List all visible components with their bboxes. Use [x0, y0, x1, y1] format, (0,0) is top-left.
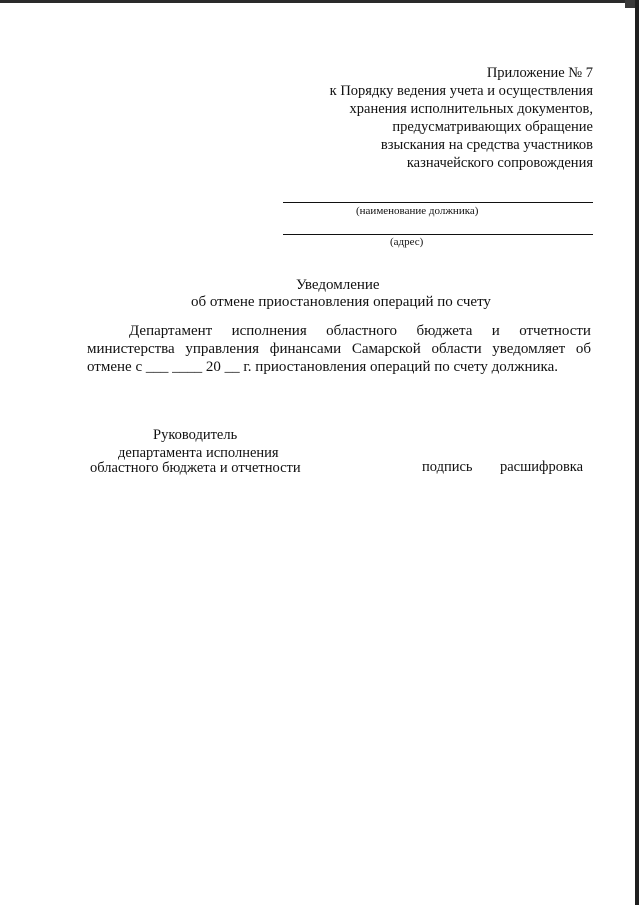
body-word: области [431, 341, 482, 357]
body-word: уведомляет [492, 341, 566, 357]
signature-label: подпись [422, 459, 473, 475]
body-word: Самарской [351, 341, 421, 357]
body-word: исполнения [231, 323, 307, 339]
debtor-name-caption: (наименование должника) [356, 205, 479, 217]
body-word: финансами [269, 341, 342, 357]
appendix-line: предусматривающих обращение [392, 119, 593, 135]
body-word: об [575, 341, 591, 357]
body-word: бюджета [416, 323, 473, 339]
body-word: управления [185, 341, 260, 357]
debtor-name-line[interactable] [283, 202, 593, 203]
address-caption: (адрес) [390, 236, 424, 248]
scan-corner-mark [625, 0, 635, 8]
body-word: областного [326, 323, 398, 339]
body-line-1 [87, 322, 591, 340]
appendix-line: казначейского сопровождения [406, 155, 593, 171]
appendix-header [263, 64, 593, 172]
body-word: отчетности [519, 323, 591, 339]
decoding-label: расшифровка [500, 459, 584, 475]
notice-body [87, 322, 591, 376]
position-line: Руководитель [153, 427, 238, 443]
body-line-3: отмене с ___ ____ 20 __ г. приостановления операций по счету должника. [87, 359, 558, 375]
position-line: областного бюджета и отчетности [90, 460, 301, 476]
body-word: и [491, 323, 500, 339]
body-word: министерства [87, 341, 175, 357]
appendix-line: взыскания на средства участников [380, 137, 593, 153]
notice-title: Уведомление [296, 277, 380, 293]
appendix-line: к Порядку ведения учета и осуществления [329, 83, 593, 99]
address-line[interactable] [283, 234, 593, 235]
appendix-line: хранения исполнительных документов, [349, 101, 593, 117]
notice-subtitle: об отмене приостановления операций по счету [191, 294, 491, 310]
scan-border-right [635, 0, 639, 905]
scan-border-top [0, 0, 639, 3]
body-line-2 [87, 340, 591, 358]
appendix-number: Приложение № 7 [486, 65, 593, 81]
body-word: Департамент [129, 323, 213, 339]
position-line: департамента исполнения [118, 445, 279, 461]
